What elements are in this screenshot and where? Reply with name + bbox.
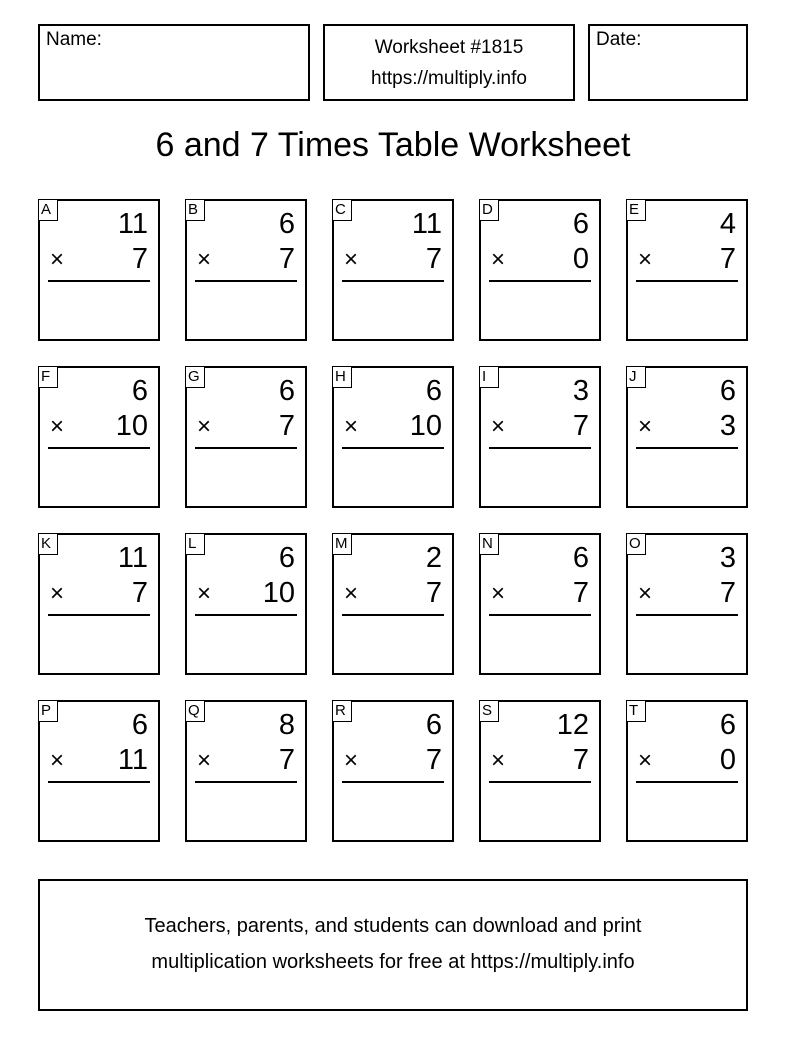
multiplier: 7	[425, 577, 442, 609]
multiplicand: 6	[131, 375, 148, 407]
multiplier: 11	[117, 744, 148, 776]
problem-letter: D	[479, 199, 499, 221]
multiplier: 0	[572, 243, 589, 275]
multiplier: 7	[572, 744, 589, 776]
times-sign: ×	[50, 747, 65, 774]
problem-card	[479, 533, 601, 675]
answer-line	[342, 280, 444, 282]
multiplicand: 6	[131, 709, 148, 741]
answer-line	[489, 614, 591, 616]
multiplicand: 6	[278, 208, 295, 240]
problem-card	[38, 700, 160, 842]
name-label: Name:	[46, 29, 102, 50]
multiplier: 7	[278, 243, 295, 275]
multiplier: 7	[278, 410, 295, 442]
problem-card	[626, 533, 748, 675]
multiplicand: 6	[572, 208, 589, 240]
times-sign: ×	[491, 246, 506, 273]
problem-letter: P	[38, 700, 58, 722]
times-sign: ×	[491, 747, 506, 774]
multiplier: 3	[719, 410, 736, 442]
problem-card	[185, 366, 307, 508]
multiplier: 7	[425, 243, 442, 275]
multiplicand: 11	[117, 542, 148, 574]
multiplicand: 11	[117, 208, 148, 240]
answer-line	[48, 280, 150, 282]
problem-card	[38, 533, 160, 675]
problem-card	[332, 533, 454, 675]
problem-letter: R	[332, 700, 352, 722]
answer-line	[342, 614, 444, 616]
multiplicand: 6	[572, 542, 589, 574]
problem-card	[38, 366, 160, 508]
problem-card	[626, 700, 748, 842]
worksheet-url: https://multiply.info	[371, 68, 527, 89]
problem-letter: B	[185, 199, 205, 221]
problem-letter: M	[332, 533, 352, 555]
problem-card	[332, 199, 454, 341]
answer-line	[48, 447, 150, 449]
multiplicand: 8	[278, 709, 295, 741]
multiplier: 7	[131, 577, 148, 609]
problem-card	[479, 700, 601, 842]
multiplicand: 6	[719, 375, 736, 407]
times-sign: ×	[638, 413, 653, 440]
problem-letter: G	[185, 366, 205, 388]
times-sign: ×	[344, 747, 359, 774]
times-sign: ×	[197, 413, 212, 440]
times-sign: ×	[638, 246, 653, 273]
multiplier: 10	[409, 410, 442, 442]
times-sign: ×	[344, 413, 359, 440]
worksheet-number: Worksheet #1815	[374, 37, 524, 58]
multiplicand: 6	[278, 375, 295, 407]
multiplier: 7	[719, 577, 736, 609]
multiplier: 0	[719, 744, 736, 776]
answer-line	[636, 447, 738, 449]
answer-line	[195, 781, 297, 783]
problem-letter: A	[38, 199, 58, 221]
problem-card	[332, 366, 454, 508]
problem-grid	[38, 199, 750, 843]
page-title: 6 and 7 Times Table Worksheet	[155, 126, 631, 164]
problem-letter: Q	[185, 700, 205, 722]
multiplicand: 12	[556, 709, 589, 741]
problem-letter: S	[479, 700, 499, 722]
times-sign: ×	[638, 747, 653, 774]
problem-letter: I	[479, 366, 499, 388]
problem-card	[479, 366, 601, 508]
multiplicand: 4	[719, 208, 736, 240]
problem-card	[626, 366, 748, 508]
multiplier: 7	[131, 243, 148, 275]
problem-letter: O	[626, 533, 646, 555]
multiplier: 10	[262, 577, 295, 609]
name-field-box	[38, 24, 310, 101]
problem-card	[332, 700, 454, 842]
times-sign: ×	[197, 246, 212, 273]
multiplier: 10	[115, 410, 148, 442]
answer-line	[342, 447, 444, 449]
multiplier: 7	[425, 744, 442, 776]
answer-line	[195, 447, 297, 449]
date-field-box	[588, 24, 748, 101]
multiplicand: 11	[411, 208, 442, 240]
multiplier: 7	[719, 243, 736, 275]
answer-line	[636, 280, 738, 282]
times-sign: ×	[50, 246, 65, 273]
times-sign: ×	[491, 580, 506, 607]
problem-card	[185, 199, 307, 341]
multiplicand: 2	[425, 542, 442, 574]
answer-line	[48, 781, 150, 783]
date-label: Date:	[596, 29, 642, 50]
multiplier: 7	[572, 577, 589, 609]
times-sign: ×	[491, 413, 506, 440]
times-sign: ×	[50, 580, 65, 607]
times-sign: ×	[344, 580, 359, 607]
worksheet-info-box	[323, 24, 575, 101]
footer-line-1: Teachers, parents, and students can download and print	[144, 915, 642, 937]
problem-letter: J	[626, 366, 646, 388]
problem-letter: L	[185, 533, 205, 555]
times-sign: ×	[197, 580, 212, 607]
answer-line	[489, 447, 591, 449]
problem-card	[479, 199, 601, 341]
answer-line	[636, 614, 738, 616]
multiplicand: 6	[719, 709, 736, 741]
answer-line	[195, 280, 297, 282]
times-sign: ×	[344, 246, 359, 273]
problem-letter: E	[626, 199, 646, 221]
multiplier: 7	[572, 410, 589, 442]
problem-card	[626, 199, 748, 341]
multiplicand: 6	[425, 375, 442, 407]
answer-line	[489, 781, 591, 783]
times-sign: ×	[197, 747, 212, 774]
problem-letter: C	[332, 199, 352, 221]
answer-line	[342, 781, 444, 783]
problem-card	[185, 700, 307, 842]
multiplicand: 3	[572, 375, 589, 407]
times-sign: ×	[638, 580, 653, 607]
multiplicand: 3	[719, 542, 736, 574]
multiplier: 7	[278, 744, 295, 776]
problem-letter: N	[479, 533, 499, 555]
answer-line	[48, 614, 150, 616]
problem-card	[38, 199, 160, 341]
problem-letter: K	[38, 533, 58, 555]
answer-line	[636, 781, 738, 783]
multiplicand: 6	[278, 542, 295, 574]
answer-line	[195, 614, 297, 616]
times-sign: ×	[50, 413, 65, 440]
footer-line-2: multiplication worksheets for free at https://multiply.info	[151, 951, 635, 973]
answer-line	[489, 280, 591, 282]
problem-letter: T	[626, 700, 646, 722]
footer-note	[38, 879, 748, 1011]
problem-card	[185, 533, 307, 675]
problem-letter: H	[332, 366, 352, 388]
problem-letter: F	[38, 366, 58, 388]
multiplicand: 6	[425, 709, 442, 741]
